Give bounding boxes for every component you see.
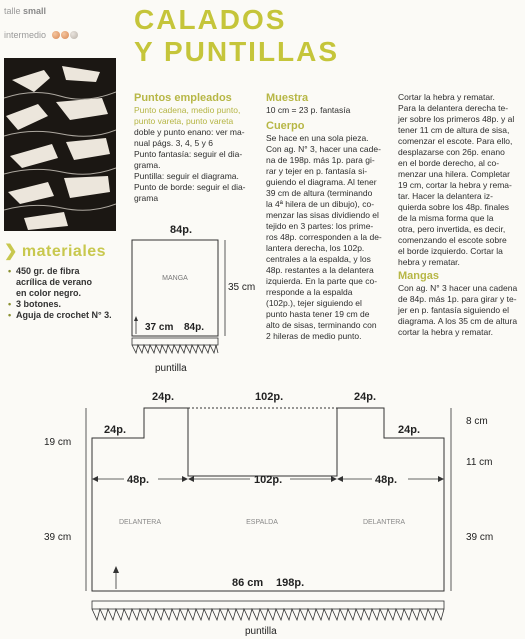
body-text-line: punto hasta tener 19 cm de xyxy=(266,309,370,319)
front-text-line: 19 cm, cortar la hebra y rema- xyxy=(398,180,512,190)
sleeve-bottom-cm: 37 cm xyxy=(145,322,174,333)
back-label: ESPALDA xyxy=(246,519,278,526)
page-title xyxy=(134,4,339,68)
body-text-line: 2 hileras de medio punto. xyxy=(266,331,362,341)
top-right-label: 24p. xyxy=(354,391,377,403)
size-label: talle xyxy=(4,6,21,16)
body-text-line: rresponde a la espalda xyxy=(266,287,353,297)
front-text-line: Para la delantera derecha te- xyxy=(398,103,509,113)
body-text-line: lantera derecha, los 102p. xyxy=(266,243,365,253)
front-text-line: tar. Hacer la delantera iz- xyxy=(398,191,493,201)
stitch-line: doble y punto enano: ver ma- xyxy=(134,127,245,137)
body-text-line: 39 cm de altura (terminando xyxy=(266,188,373,198)
front-text-line: menzar una hilera. Completar xyxy=(398,169,510,179)
level-tag xyxy=(4,29,79,42)
sleeves-text-line: Con ag. N° 3 hacer una cadena xyxy=(398,283,518,293)
front-left-label: DELANTERA xyxy=(362,519,406,526)
stitch-line: Punto fantasía: seguir el dia- xyxy=(134,149,243,159)
body-text-line: rar y tejer en p. fantasía si- xyxy=(266,166,368,176)
front-text xyxy=(398,92,524,268)
body-text-line: Se hace en una sola pieza. xyxy=(266,133,369,143)
stitch-line: punto vareta, punto vareta xyxy=(134,116,234,126)
left-top-cm: 19 cm xyxy=(44,437,72,448)
sleeve-bottom-p: 84p. xyxy=(184,322,205,333)
front-text-line: comenzar el escote. Para ello, xyxy=(398,136,513,146)
lace-photo xyxy=(4,58,116,231)
materials-heading xyxy=(4,241,106,261)
front-text-line: Cortar la hebra y rematar. xyxy=(398,92,495,102)
sleeves-text-line: diagrama. A los 35 cm de altura xyxy=(398,316,518,326)
materials-heading-text: materiales xyxy=(21,243,107,260)
front-right-label: DELANTERA xyxy=(118,519,162,526)
bottom-cm-label: 86 cm xyxy=(232,577,264,589)
stitch-line: grama xyxy=(134,193,159,203)
list-item: • 3 botones. xyxy=(8,299,112,310)
list-item: • 450 gr. de fibra acrílica de verano en color negro. xyxy=(8,266,112,299)
list-item: • Aguja de crochet N° 3. xyxy=(8,310,112,321)
body-text-line: tejido en 3 partes: los prime- xyxy=(266,221,374,231)
front-text-line: comenzando el escote sobre xyxy=(398,235,507,245)
sleeves-text-line: de 84p. más 1p. para girar y te- xyxy=(398,294,517,304)
level-label: intermedio xyxy=(4,30,47,40)
front-text-line: de la misma forma que la xyxy=(398,213,494,223)
stitch-line: grama. xyxy=(134,160,161,170)
mid-left-label: 48p. xyxy=(127,474,150,486)
neck-left-label: 24p. xyxy=(104,424,127,436)
stitches-heading: Puntos empleados xyxy=(134,92,232,104)
sleeves-text xyxy=(398,283,524,338)
body-text-line: centrales a la espalda, y los xyxy=(266,254,371,264)
body-edging-label: puntilla xyxy=(245,626,277,637)
sleeve-diagram xyxy=(120,222,260,377)
stitches-section xyxy=(134,92,258,204)
sleeve-edging-label: puntilla xyxy=(155,363,187,374)
sleeve-height-label: 35 cm xyxy=(228,282,256,293)
gauge-heading: Muestra xyxy=(266,92,309,104)
size-value: small xyxy=(23,6,47,16)
front-text-line: tener 11 cm de altura de sisa, xyxy=(398,125,510,135)
title-line-2: Y PUNTILLAS xyxy=(134,36,340,67)
stitch-line: nual págs. 3, 4, 5 y 6 xyxy=(134,138,213,148)
stitch-line: Punto de borde: seguir el dia- xyxy=(134,182,246,192)
sleeves-text-line: cortar la hebra y rematar. xyxy=(398,327,493,337)
right-mid-cm: 11 cm xyxy=(466,457,493,468)
body-text-line: na de 198p. más 1p. para gi- xyxy=(266,155,375,165)
neck-right-label: 24p. xyxy=(398,424,421,436)
bottom-p-label: 198p. xyxy=(276,577,305,589)
body-text-line: (102p.), tejer siguiendo el xyxy=(266,298,362,308)
body-text-line: Con ag. N° 3, hacer una cade- xyxy=(266,144,381,154)
body-text-line: la 4ª hilera de un dibujo), co- xyxy=(266,199,375,209)
stitch-line: Punto cadena, medio punto, xyxy=(134,105,241,115)
body-text-line: 48p. restantes a la delantera xyxy=(266,265,374,275)
sleeve-label: MANGA xyxy=(162,275,188,282)
right-top-cm: 8 cm xyxy=(466,416,488,427)
body-text xyxy=(266,133,394,342)
right-bottom-cm: 39 cm xyxy=(466,532,494,543)
top-left-label: 24p. xyxy=(152,391,175,403)
gauge-text: 10 cm = 23 p. fantasía xyxy=(266,105,351,115)
top-center-label: 102p. xyxy=(255,391,284,403)
body-text-line: menzar las sisas dividiendo el xyxy=(266,210,379,220)
front-text-line: desplazarse con 26p. enano xyxy=(398,147,505,157)
sleeve-top-label: 84p. xyxy=(170,224,193,236)
body-section xyxy=(266,92,394,342)
sleeves-heading: Mangas xyxy=(398,270,439,282)
body-diagram xyxy=(0,380,525,639)
title-line-1: CALADOS xyxy=(134,4,287,35)
left-bottom-cm: 39 cm xyxy=(44,532,72,543)
body-text-line: alto de sisas, terminando con xyxy=(266,320,377,330)
front-text-line: jer sobre los primeros 48p. y al xyxy=(398,114,515,124)
front-text-line: otra, pero invertida, es decir, xyxy=(398,224,506,234)
body-heading: Cuerpo xyxy=(266,120,305,132)
front-text-line: hebra y rematar. xyxy=(398,257,460,267)
body-text-line: izquierda. En la parte que co- xyxy=(266,276,378,286)
mid-right-label: 48p. xyxy=(375,474,398,486)
right-section xyxy=(398,92,524,338)
body-text-line: guiendo el diagrama. Al tener xyxy=(266,177,377,187)
sleeves-text-line: jer en p. fantasía siguiendo el xyxy=(398,305,510,315)
stitch-line: Puntilla: seguir el diagrama. xyxy=(134,171,239,181)
difficulty-dots-icon xyxy=(52,30,79,42)
body-text-line: ros 48p. corresponden a la de- xyxy=(266,232,382,242)
size-tag xyxy=(4,5,46,17)
materials-list xyxy=(8,266,112,321)
mid-center-label: 102p. xyxy=(254,474,283,486)
front-text-line: el borde izquierdo. Cortar la xyxy=(398,246,503,256)
chevron-right-icon: ❯ xyxy=(4,243,18,260)
front-text-line: en el borde derecho, al co- xyxy=(398,158,500,168)
front-text-line: quierda sobre los 48p. finales xyxy=(398,202,510,212)
